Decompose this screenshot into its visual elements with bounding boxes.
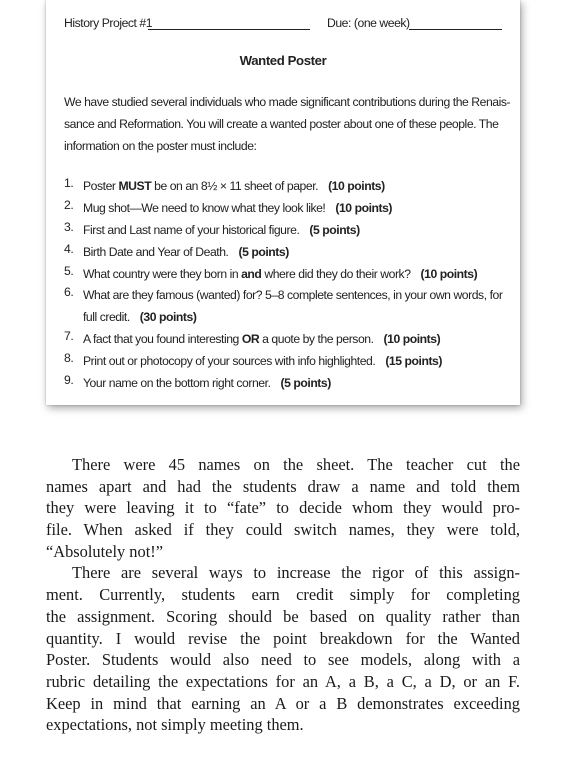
item-text: Print out or photocopy of your sources with info highlighted. bbox=[83, 354, 376, 369]
name-blank-line bbox=[148, 29, 310, 30]
list-item bbox=[64, 329, 514, 351]
item-emphasis: MUST bbox=[118, 179, 152, 193]
item-points: (15 points) bbox=[385, 354, 442, 369]
item-text: where did they do their work? bbox=[261, 266, 411, 281]
list-item bbox=[64, 176, 514, 198]
paragraph-line: Poster. Students would also need to see models, along with a bbox=[46, 650, 520, 670]
item-text: Mug shot—We need to know what they look like! bbox=[83, 200, 326, 215]
item-number: 4. bbox=[64, 241, 74, 256]
item-points: (5 points) bbox=[309, 222, 360, 237]
item-points: (10 points) bbox=[328, 179, 385, 193]
item-number: 7. bbox=[64, 329, 74, 344]
item-points: (10 points) bbox=[335, 200, 393, 215]
paragraph-line: There were 45 names on the sheet. The teacher cut the bbox=[72, 455, 520, 474]
paragraph-line: names apart and had the students draw a name and told them bbox=[46, 476, 520, 496]
paragraph-line: rubric detailing the expectations for an A, a B, a C, a D, or an F. bbox=[46, 671, 520, 691]
item-number: 3. bbox=[64, 219, 74, 234]
item-text: be on an 8½ × 11 sheet of paper. bbox=[151, 179, 319, 193]
list-item bbox=[64, 220, 514, 242]
list-item bbox=[64, 351, 514, 373]
project-label: History Project #1 bbox=[64, 16, 153, 30]
due-label: Due: (one week) bbox=[327, 16, 410, 30]
paragraph-line: expectations, not simply meeting them. bbox=[46, 715, 304, 735]
item-text: What are they famous (wanted) for? 5–8 complete sentences, in your own words, for bbox=[83, 288, 503, 303]
item-text: What country were they born in bbox=[83, 266, 242, 281]
worksheet-card bbox=[46, 0, 520, 405]
body-text bbox=[46, 454, 520, 736]
paragraph-line: Keep in mind that earning an A or a B demonstrates exceeding bbox=[46, 693, 520, 713]
paragraph-line: quantity. I would revise the point breakdown for the Wanted bbox=[46, 628, 520, 648]
intro-line: We have studied several individuals who made significant contributions during the Renais- bbox=[64, 95, 511, 109]
list-item bbox=[64, 264, 514, 286]
intro-line: sance and Reformation. You will create a wanted poster about one of these people. The bbox=[64, 117, 499, 131]
item-number: 1. bbox=[64, 176, 74, 190]
item-text: Poster bbox=[83, 179, 119, 193]
item-number: 9. bbox=[64, 373, 74, 388]
requirements-list bbox=[64, 176, 514, 395]
list-item bbox=[64, 373, 514, 395]
item-number: 8. bbox=[64, 351, 74, 366]
item-emphasis: OR bbox=[241, 332, 260, 347]
paragraph-line: the assignment. Scoring should be based on quality rather than bbox=[46, 606, 520, 626]
intro-line: information on the poster must include: bbox=[64, 139, 257, 153]
intro-paragraph bbox=[64, 91, 514, 157]
item-number: 6. bbox=[64, 285, 74, 300]
paragraph-line: There are several ways to increase the rigor of this assign- bbox=[72, 563, 520, 583]
item-points: (10 points) bbox=[383, 332, 441, 347]
item-text: First and Last name of your historical figure. bbox=[83, 222, 300, 237]
item-text: a quote by the person. bbox=[259, 332, 374, 347]
item-emphasis: and bbox=[241, 266, 262, 281]
item-text: Birth Date and Year of Death. bbox=[83, 244, 229, 259]
paragraph-line: they were leaving it to “fate” to decide whom they would pro- bbox=[46, 498, 520, 518]
paragraph-line: “Absolutely not!” bbox=[46, 541, 163, 561]
worksheet-header bbox=[64, 16, 502, 34]
due-blank-line bbox=[409, 29, 502, 30]
list-item bbox=[64, 242, 514, 264]
item-text: Your name on the bottom right corner. bbox=[83, 376, 271, 391]
paragraph-line: file. When asked if they could switch names, they were told, bbox=[46, 520, 520, 540]
worksheet-title: Wanted Poster bbox=[239, 53, 327, 68]
item-number: 2. bbox=[64, 197, 74, 212]
item-text: full credit. bbox=[83, 310, 130, 325]
item-points: (30 points) bbox=[139, 310, 197, 325]
item-number: 5. bbox=[64, 263, 74, 278]
item-points: (5 points) bbox=[238, 244, 289, 259]
list-item bbox=[64, 198, 514, 220]
paragraph-line: ment. Currently, students earn credit simply for completing bbox=[46, 585, 520, 605]
list-item bbox=[64, 285, 514, 329]
item-points: (5 points) bbox=[280, 376, 331, 391]
item-points: (10 points) bbox=[420, 266, 478, 281]
item-text: A fact that you found interesting bbox=[83, 332, 242, 347]
